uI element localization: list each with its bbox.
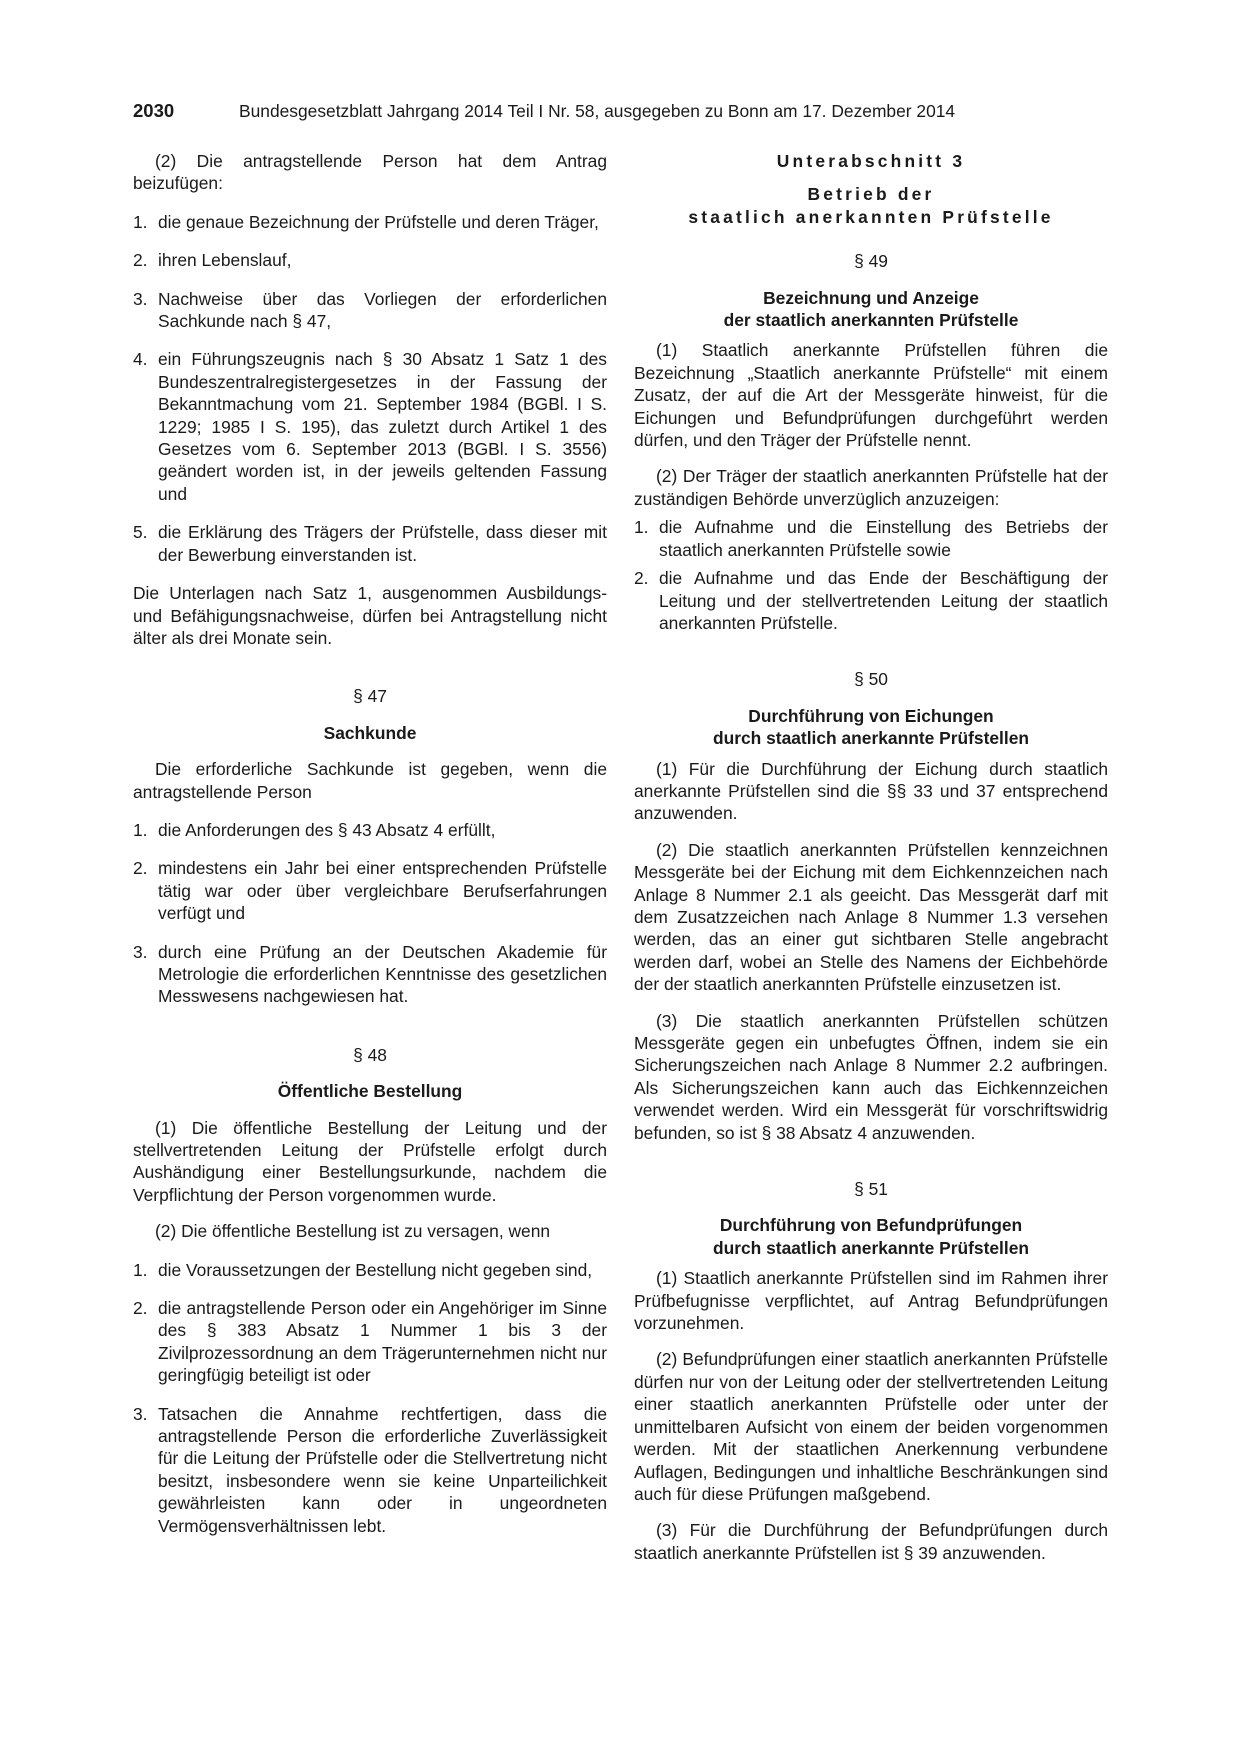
- paragraph: (2) Die antragstellende Person hat dem Antrag beizufügen:: [133, 151, 607, 194]
- list-text: ihren Lebenslauf,: [158, 250, 292, 271]
- list-text: die antragstellende Person oder ein Angehöriger im Sinne des § 383 Absatz 1 Nummer 1 bis 3 der Zivilprozessordnung an dem Trägerunternehmen nicht nur geringfügig beteiligt ist oder: [158, 1298, 607, 1386]
- list-text: Nachweise über das Vorliegen der erforderlichen Sachkunde nach § 47,: [158, 288, 607, 332]
- list-item: [634, 567, 1108, 634]
- list-number: 3.: [133, 941, 148, 962]
- page-number: 2030: [133, 100, 175, 121]
- list-text: die genaue Bezeichnung der Prüfstelle und deren Träger,: [158, 211, 599, 232]
- paragraph: (1) Staatlich anerkannte Prüfstellen führen die Bezeichnung „Staatlich anerkannte Prüfstelle“ mit einem Zusatz, der auf die Art der Messgeräte hinweist, für die Eichungen und Befundprüfungen durchgeführt werden dürfen, und den Träger der Prüfstelle nennt.: [634, 340, 1108, 451]
- section-title: durch staatlich anerkannte Prüfstellen: [712, 1237, 1030, 1258]
- section-number: § 50: [854, 669, 888, 690]
- list-text: durch eine Prüfung an der Deutschen Akademie für Metrologie die erforderlichen Kenntnisse des gesetzlichen Messwesens nachgewiesen hat.: [158, 941, 607, 1007]
- section-title: Durchführung von Befundprüfungen: [719, 1215, 1023, 1236]
- subsection-title-line: staatlich anerkannten Prüfstelle: [688, 206, 1054, 227]
- list-number: 2.: [133, 250, 148, 271]
- paragraph: (2) Der Träger der staatlich anerkannten Prüfstelle hat der zuständigen Behörde unverzüglich anzuzeigen:: [634, 466, 1108, 509]
- paragraph: (2) Die staatlich anerkannten Prüfstellen kennzeichnen Messgeräte bei der Eichung mit dem Eichkennzeichen nach Anlage 8 Nummer 2.1 als geeicht. Das Messgerät darf mit dem Zusatzzeichen nach Anlage 8 Nummer 1.3 versehen werden, das an einer gut sichtbaren Stelle angebracht werden darf, wobei an Stelle des Namens der Eichbehörde der der staatlich anerkannten Prüfstelle einzusetzen ist.: [634, 839, 1108, 995]
- section-title: der staatlich anerkannten Prüfstelle: [723, 310, 1019, 331]
- subsection-heading: Unterabschnitt 3: [776, 151, 966, 171]
- list-text: Tatsachen die Annahme rechtfertigen, dass die antragstellende Person die erforderliche Zuverlässigkeit für die Leitung der Prüfstelle oder die Stellvertretung nicht besitzt, insbesondere wenn sie keine Unparteilichkeit gewährleisten kann oder in ungeordneten Vermögensverhältnissen lebt.: [158, 1403, 607, 1536]
- list-item: [634, 516, 1108, 561]
- right-column: [634, 150, 1108, 1564]
- list-number: 2.: [133, 1298, 148, 1319]
- section-number: § 49: [854, 251, 888, 272]
- list-text: mindestens ein Jahr bei einer entsprechenden Prüfstelle tätig war oder über vergleichbare Berufserfahrungen verfügt und: [158, 858, 607, 924]
- list-number: 1.: [133, 819, 148, 840]
- section-title: Bezeichnung und Anzeige: [763, 287, 979, 308]
- list-text: die Anforderungen des § 43 Absatz 4 erfüllt,: [158, 819, 496, 840]
- list-number: 2.: [133, 858, 148, 879]
- paragraph: Die erforderliche Sachkunde ist gegeben, wenn die antragstellende Person: [133, 759, 607, 802]
- list-number: 4.: [133, 349, 148, 370]
- list-item: [133, 288, 607, 333]
- paragraph: (2) Befundprüfungen einer staatlich anerkannten Prüfstelle dürfen nur von der Leitung oder der stellvertretenden Leitung einer staatlich anerkannten Prüfstelle oder unter der unmittelbaren Aufsicht von einem der beiden vorgenommen werden. Mit der staatlichen Anerkennung verbundene Auflagen, Bedingungen und inhaltliche Beschränkungen sind auch für diese Prüfungen maßgebend.: [634, 1349, 1108, 1504]
- list-item: [133, 1259, 607, 1281]
- paragraph: (1) Die öffentliche Bestellung der Leitung und der stellvertretenden Leitung der Prüfstelle erfolgt durch Aushändigung einer Bestellungsurkunde, nachdem die Verpflichtung der Person vorgenommen wurde.: [133, 1117, 607, 1205]
- header-title: Bundesgesetzblatt Jahrgang 2014 Teil I Nr. 58, ausgegeben zu Bonn am 17. Dezember 2014: [239, 101, 956, 121]
- list-item: [133, 521, 607, 566]
- list-item: [133, 819, 607, 841]
- list-number: 3.: [133, 288, 148, 309]
- paragraph: (1) Für die Durchführung der Eichung durch staatlich anerkannte Prüfstellen sind die §§ 33 und 37 entsprechend anzuwenden.: [634, 758, 1108, 824]
- section-number: § 51: [854, 1179, 888, 1200]
- section-title: Öffentliche Bestellung: [277, 1081, 463, 1102]
- list-item: [133, 1403, 607, 1537]
- section-title: durch staatlich anerkannte Prüfstellen: [712, 728, 1030, 749]
- list-item: [133, 249, 607, 271]
- list-number: 5.: [133, 522, 148, 543]
- list-text: die Erklärung des Trägers der Prüfstelle, dass dieser mit der Bewerbung einverstanden ist.: [158, 522, 607, 565]
- list-number: 2.: [634, 568, 649, 589]
- list-text: ein Führungszeugnis nach § 30 Absatz 1 Satz 1 des Bundeszentralregistergesetzes in der Fassung der Bekanntmachung vom 21. September 1984 (BGBl. I S. 1229; 1985 I S. 195), das zuletzt durch Artikel 1 des Gesetzes vom 6. September 2013 (BGBl. I S. 3556) geändert worden ist, in der jeweils geltenden Fassung und: [158, 349, 607, 504]
- list-number: 1.: [634, 517, 649, 538]
- page-header: [133, 100, 956, 122]
- list-number: 3.: [133, 1403, 148, 1424]
- list-item: [133, 348, 607, 505]
- list-item: [133, 1297, 607, 1387]
- paragraph: (3) Für die Durchführung der Befundprüfungen durch staatlich anerkannte Prüfstellen ist § 39 anzuwenden.: [634, 1520, 1108, 1563]
- section-number: § 48: [353, 1044, 387, 1065]
- list-number: 1.: [133, 211, 148, 232]
- list-text: die Aufnahme und das Ende der Beschäftigung der Leitung und der stellvertretenden Leitung der staatlich anerkannten Prüfstelle.: [659, 568, 1108, 633]
- section-title: Durchführung von Eichungen: [748, 705, 994, 726]
- section-number: § 47: [353, 686, 387, 707]
- list-item: [133, 857, 607, 924]
- subsection-title-line: Betrieb der: [807, 184, 935, 205]
- paragraph: (2) Die öffentliche Bestellung ist zu versagen, wenn: [155, 1221, 551, 1242]
- section-title: Sachkunde: [323, 722, 417, 743]
- list-item: [133, 211, 607, 233]
- list-text: die Voraussetzungen der Bestellung nicht gegeben sind,: [158, 1259, 593, 1280]
- paragraph: (3) Die staatlich anerkannten Prüfstellen schützen Messgeräte gegen ein unbefugtes Öffnen, indem sie ein Sicherungszeichen nach Anlage 8 Nummer 2.2 aufbringen. Als Sicherungszeichen kann auch das Eichkennzeichen verwendet werden. Wird ein Messgerät für vorschriftswidrig befunden, so ist § 38 Absatz 4 anzuwenden.: [634, 1010, 1108, 1143]
- paragraph: Die Unterlagen nach Satz 1, ausgenommen Ausbildungs- und Befähigungsnachweise, dürfen bei Antragstellung nicht älter als drei Monate sein.: [133, 583, 607, 648]
- list-item: [133, 941, 607, 1008]
- list-text: die Aufnahme und die Einstellung des Betriebs der staatlich anerkannten Prüfstelle sowie: [659, 517, 1108, 560]
- left-column: [133, 150, 607, 1537]
- paragraph: (1) Staatlich anerkannte Prüfstellen sind im Rahmen ihrer Prüfbefugnisse verpflichtet, auf Antrag Befundprüfungen vorzunehmen.: [634, 1268, 1108, 1334]
- list-number: 1.: [133, 1259, 148, 1280]
